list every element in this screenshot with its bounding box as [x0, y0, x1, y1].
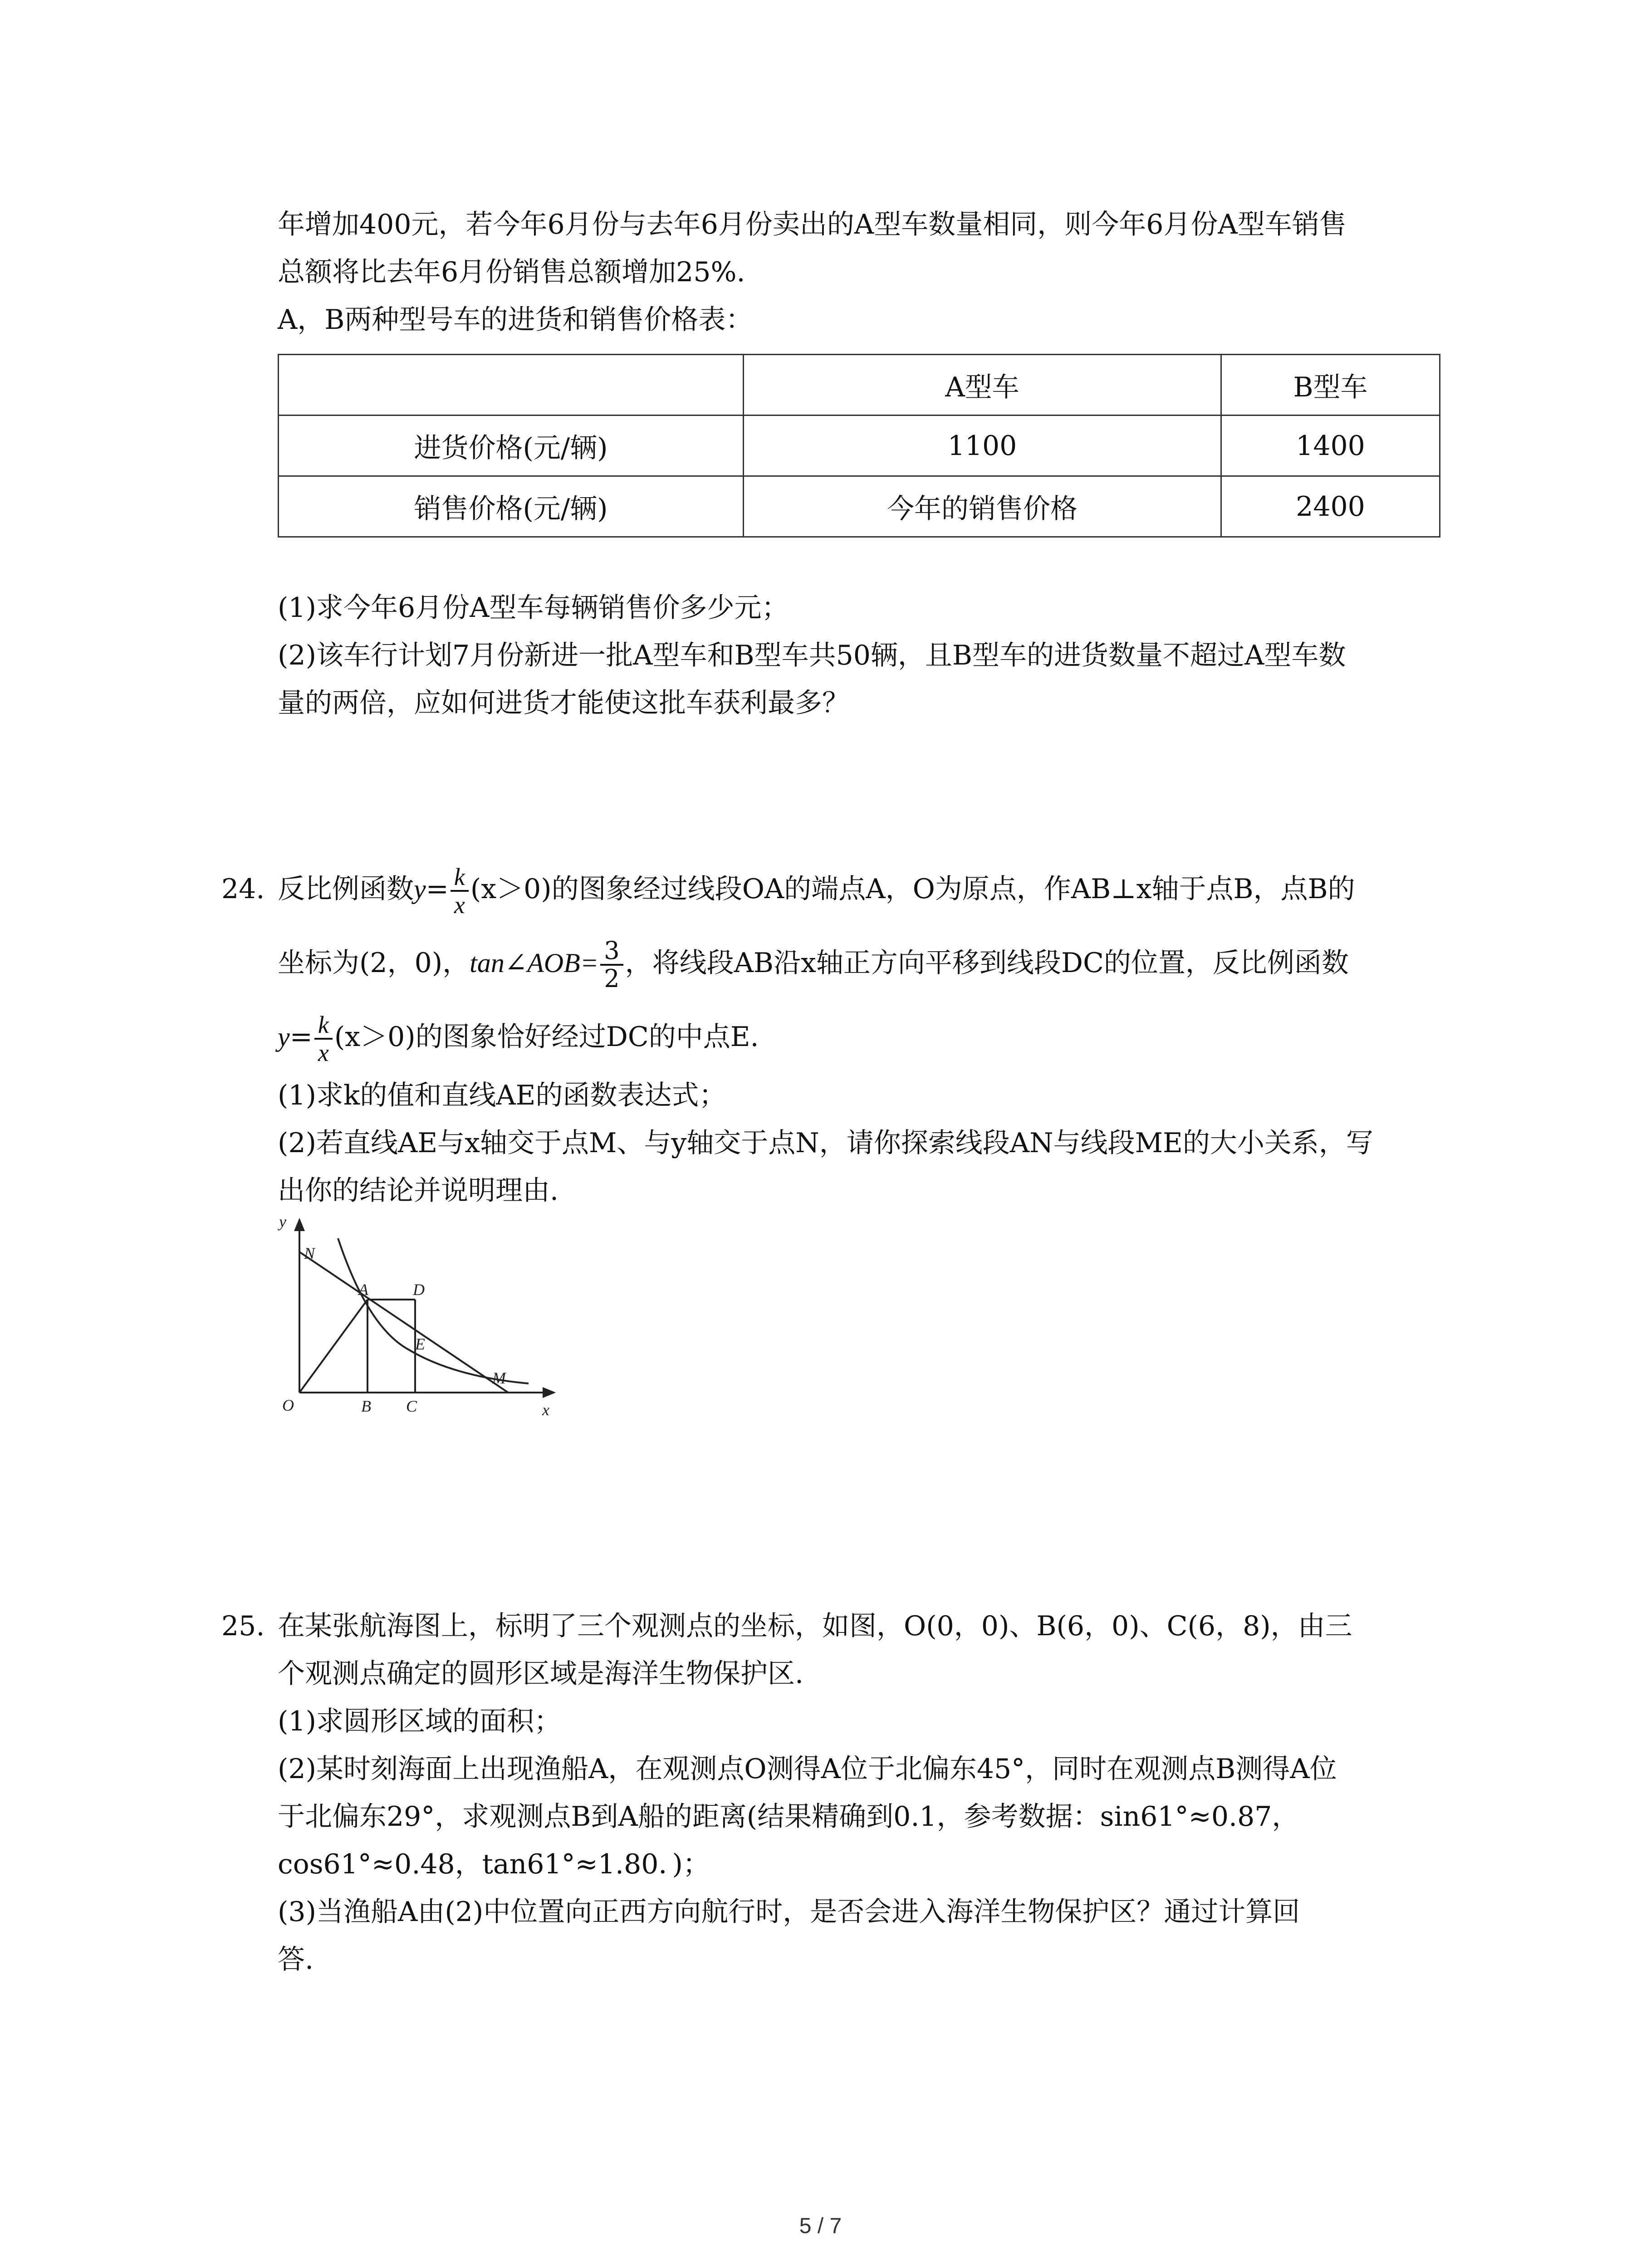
- q25-part-2-line-1: (2)某时刻海面上出现渔船A，在观测点O测得A位于北偏东45°，同时在观测点B测得A位: [278, 1753, 1337, 1785]
- var-x: x: [318, 1039, 329, 1067]
- q23-text-line-2: 总额将比去年6月份销售总额增加25%.: [278, 256, 745, 288]
- page-number: 5 / 7: [799, 2214, 842, 2238]
- table-cell: 2400: [1221, 476, 1440, 537]
- q24-part-2-line-2: 出你的结论并说明理由.: [278, 1175, 559, 1207]
- label-n: N: [304, 1244, 315, 1262]
- table-cell: 今年的销售价格: [744, 476, 1221, 537]
- table-header-cell: [279, 355, 744, 415]
- domain-condition: (x＞0): [334, 1021, 416, 1053]
- q24-figure: [263, 1213, 581, 1431]
- q25-part-3-line-2: 答.: [278, 1944, 314, 1975]
- label-c: C: [406, 1397, 417, 1415]
- segment-oa: [299, 1300, 367, 1393]
- q23-part-2-line-2: 量的两倍，应如何进货才能使这批车获利最多？: [278, 687, 849, 719]
- q25-line-2: 个观测点确定的圆形区域是海洋生物保护区.: [278, 1658, 804, 1690]
- fraction-k-over-x: [451, 864, 469, 918]
- fraction-denominator: 2: [600, 964, 623, 992]
- var-y: y: [414, 874, 426, 904]
- q24-line-3-text: 的图象恰好经过DC的中点E.: [415, 1021, 759, 1053]
- q23-part-1: (1)求今年6月份A型车每辆销售价多少元；: [278, 592, 789, 624]
- q24-line-2-text-b: ，将线段AB沿x轴正方向平移到线段DC的位置，反比例函数: [625, 947, 1349, 979]
- q25-part-1: (1)求圆形区域的面积；: [278, 1706, 561, 1737]
- q24-part-2-line-1: (2)若直线AE与x轴交于点M、与y轴交于点N，请你探索线段AN与线段ME的大小关系，写: [278, 1127, 1373, 1159]
- table-row: [279, 476, 1440, 537]
- table-cell: 进货价格(元/辆): [279, 415, 744, 476]
- label-x: x: [542, 1401, 549, 1419]
- line-ae: [299, 1252, 508, 1393]
- table-header-cell: A型车: [744, 355, 1221, 415]
- label-d: D: [413, 1281, 425, 1299]
- q24-part-1: (1)求k的值和直线AE的函数表达式；: [278, 1080, 726, 1111]
- table-row: [279, 415, 1440, 476]
- tan-expression: tan∠AOB=: [470, 948, 599, 978]
- table-cell: 1100: [744, 415, 1221, 476]
- table-cell: 销售价格(元/辆): [279, 476, 744, 537]
- domain-condition: (x＞0): [470, 873, 552, 905]
- label-o: O: [282, 1396, 294, 1414]
- q23-table-caption: A，B两种型号车的进货和销售价格表：: [278, 304, 753, 336]
- label-a: A: [358, 1281, 368, 1299]
- label-y: y: [279, 1213, 286, 1231]
- y-axis-arrow: [295, 1220, 304, 1230]
- q23-text-line-1: 年增加400元，若今年6月份与去年6月份卖出的A型车数量相同，则今年6月份A型车销售: [278, 209, 1347, 240]
- fraction-k-over-x: [314, 1012, 333, 1066]
- q24-line-2-text-a: 坐标为(2，0)，: [278, 947, 470, 979]
- q24-number: 24.: [221, 873, 265, 905]
- label-e: E: [415, 1335, 425, 1353]
- var-k: k: [454, 863, 465, 891]
- table-header-row: [279, 355, 1440, 415]
- q24-line-3: [278, 1006, 759, 1068]
- var-k: k: [318, 1011, 329, 1039]
- q23-part-2-line-1: (2)该车行计划7月份新进一批A型车和B型车共50辆，且B型车的进货数量不超过A型车数: [278, 640, 1346, 671]
- label-b: B: [361, 1397, 371, 1415]
- var-y: y: [278, 1022, 290, 1052]
- equals-sign: =: [426, 873, 449, 905]
- q24-line-1-text-a: 反比例函数: [278, 873, 414, 905]
- q24-line-1-text-b: 的图象经过线段OA的端点A，O为原点，作AB⊥x轴于点B，点B的: [551, 873, 1355, 905]
- x-axis-arrow: [544, 1388, 554, 1397]
- q25-part-2-line-2: 于北偏东29°，求观测点B到A船的距离(结果精确到0.1，参考数据：sin61°≈0.87，: [278, 1801, 1299, 1833]
- var-x: x: [454, 891, 465, 919]
- label-m: M: [492, 1369, 506, 1387]
- q25-part-2-line-3: cos61°≈0.48，tan61°≈1.80．)；: [278, 1848, 710, 1880]
- fraction-numerator: 3: [604, 936, 620, 965]
- table-cell: 1400: [1221, 415, 1440, 476]
- q24-line-1: [278, 858, 1355, 920]
- q24-line-2: [278, 932, 1349, 994]
- price-table: [278, 354, 1440, 538]
- equals-sign: =: [289, 1021, 313, 1053]
- q25-number: 25.: [221, 1610, 265, 1642]
- q25-line-1: 在某张航海图上，标明了三个观测点的坐标，如图，O(0，0)、B(6，0)、C(6，8)，由三: [278, 1610, 1352, 1642]
- fraction-3-over-2: [600, 938, 623, 992]
- q25-part-3-line-1: (3)当渔船A由(2)中位置向正西方向航行时，是否会进入海洋生物保护区？通过计算回: [278, 1896, 1300, 1928]
- table-header-cell: B型车: [1221, 355, 1440, 415]
